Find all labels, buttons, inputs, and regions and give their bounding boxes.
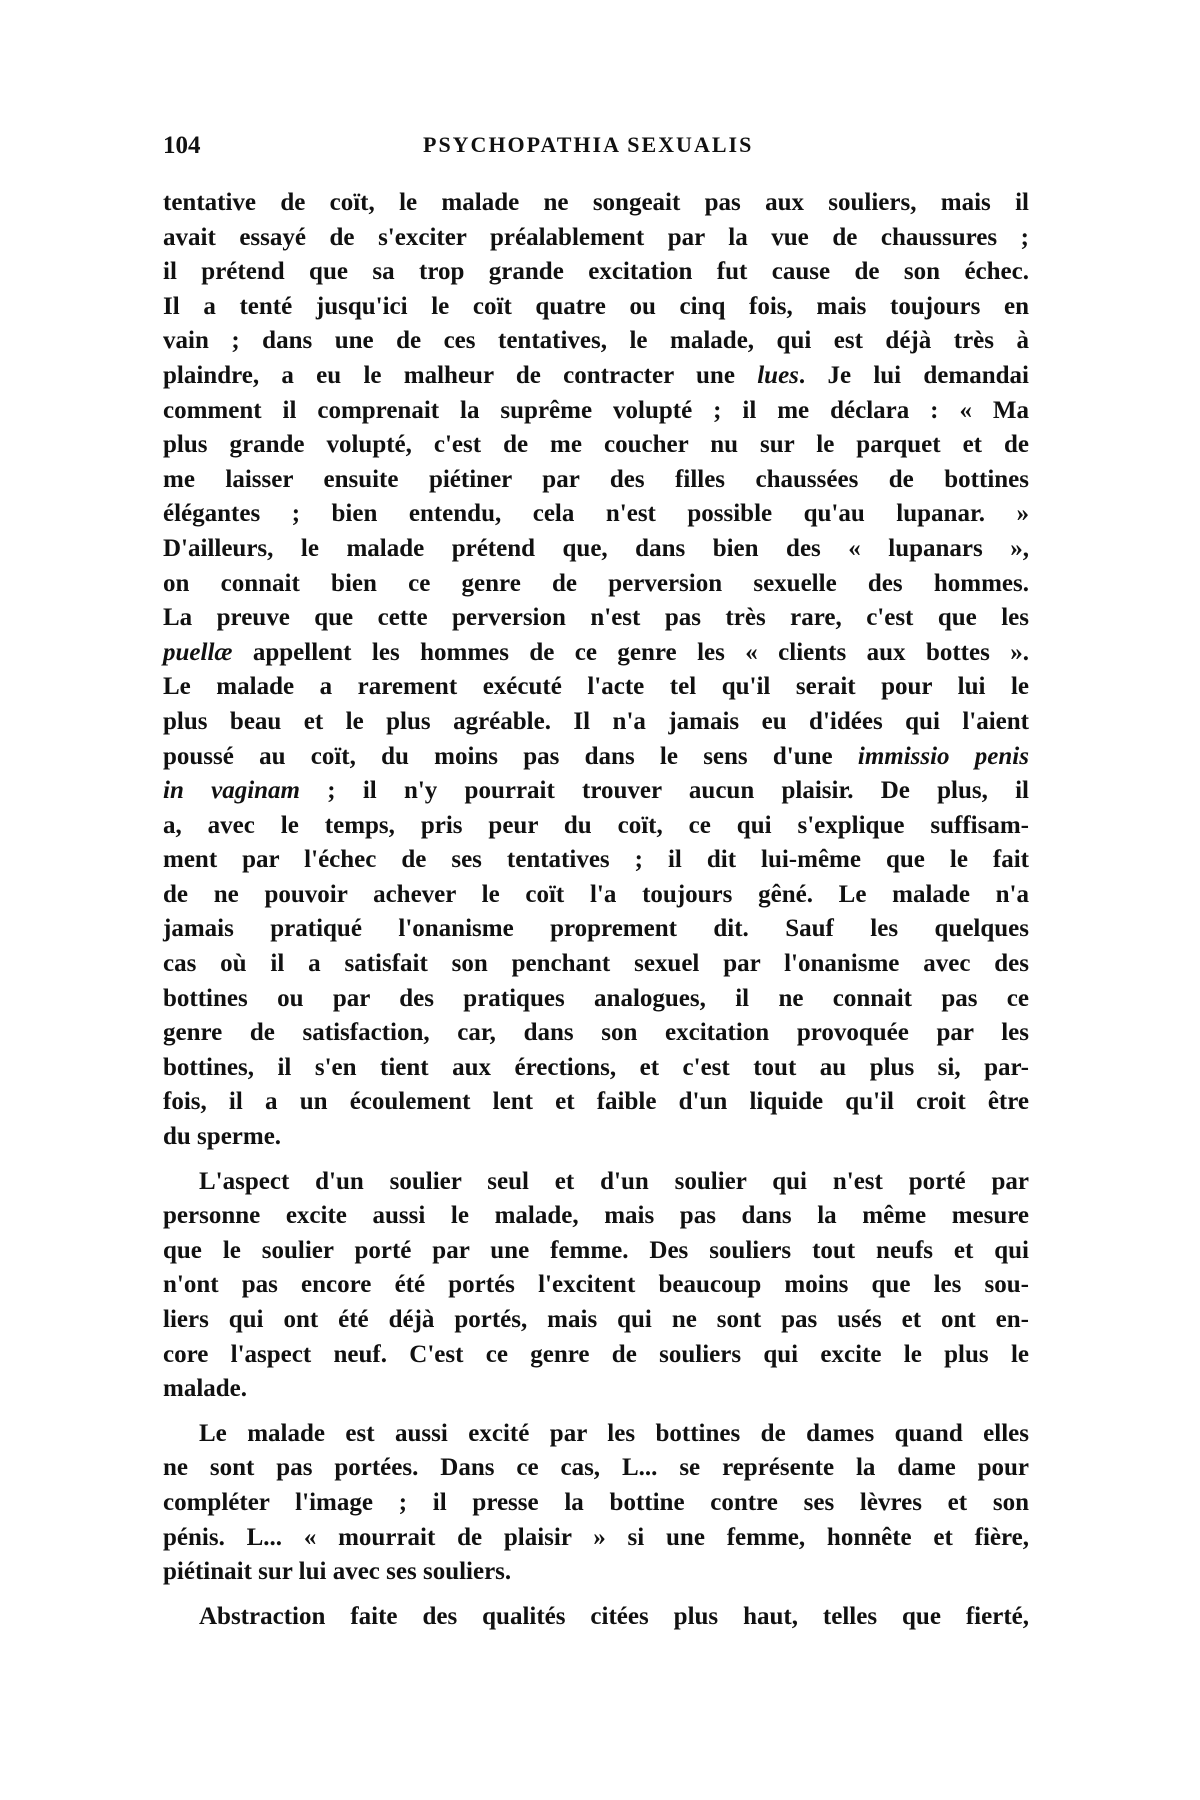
text-run: pénis. L... « mourrait de plaisir » si une femme, honnête et fière, bbox=[163, 1523, 1029, 1551]
text-line bbox=[163, 1199, 1029, 1234]
text-run: que le soulier porté par une femme. Des souliers tout neufs et qui bbox=[163, 1236, 1029, 1264]
paragraph-gap bbox=[163, 1590, 1029, 1600]
text-line bbox=[163, 740, 1029, 775]
text-line bbox=[163, 774, 1029, 809]
text-run: plus beau et le plus agréable. Il n'a jamais eu d'idées qui l'aient bbox=[163, 707, 1029, 735]
text-run: appellent les hommes de ce genre les « clients aux bottes ». bbox=[232, 638, 1029, 666]
text-run: liers qui ont été déjà portés, mais qui ne sont pas usés et ont en- bbox=[163, 1306, 1029, 1333]
text-run: on connait bien ce genre de perversion sexuelle des hommes. bbox=[163, 569, 1029, 597]
text-run: D'ailleurs, le malade prétend que, dans bien des « lupanars », bbox=[163, 534, 1029, 562]
text-run: ment par l'échec de ses tentatives ; il dit lui-même que le fait bbox=[163, 846, 1029, 874]
text-line bbox=[163, 532, 1029, 567]
paragraph bbox=[163, 1417, 1029, 1590]
text-line bbox=[163, 428, 1029, 463]
italic-run: immissio penis bbox=[857, 742, 1029, 770]
text-line bbox=[163, 1555, 1029, 1590]
text-line bbox=[163, 912, 1029, 947]
italic-run: puellæ bbox=[163, 638, 233, 666]
text-run: jamais pratiqué l'onanisme proprement dit. Sauf les quelques bbox=[163, 915, 1029, 943]
text-line bbox=[163, 221, 1029, 256]
text-line bbox=[163, 705, 1029, 740]
text-line bbox=[163, 1451, 1029, 1486]
text-run: Le malade est aussi excité par les bottines de dames quand elles bbox=[199, 1419, 1029, 1447]
paragraph bbox=[163, 186, 1029, 1155]
text-run: comment il comprenait la suprême volupté ; il me déclara : « Ma bbox=[163, 396, 1029, 424]
text-line bbox=[163, 601, 1029, 636]
text-run: plus grande volupté, c'est de me coucher nu sur le parquet et de bbox=[163, 431, 1029, 459]
text-run: . Je lui demandai bbox=[798, 361, 1029, 389]
italic-run: in vaginam bbox=[163, 777, 300, 805]
text-run: L'aspect d'un soulier seul et d'un soulier qui n'est porté par bbox=[199, 1167, 1029, 1195]
text-line bbox=[163, 186, 1029, 221]
text-run: n'ont pas encore été portés l'excitent beaucoup moins que les sou- bbox=[163, 1271, 1029, 1299]
text-run: personne excite aussi le malade, mais pas dans la même mesure bbox=[163, 1202, 1029, 1230]
running-title: PSYCHOPATHIA SEXUALIS bbox=[423, 132, 754, 157]
page-number: 104 bbox=[163, 132, 201, 159]
text-line bbox=[163, 809, 1029, 844]
text-run: La preuve que cette perversion n'est pas très rare, c'est que les bbox=[163, 604, 1029, 632]
text-line bbox=[163, 290, 1029, 325]
text-run: bottines ou par des pratiques analogues, il ne connait pas ce bbox=[163, 984, 1029, 1012]
text-line bbox=[163, 497, 1029, 532]
text-line bbox=[163, 1051, 1029, 1086]
text-line bbox=[163, 324, 1029, 359]
paragraph-gap bbox=[163, 1155, 1029, 1165]
text-run: cas où il a satisfait son penchant sexuel par l'onanisme avec des bbox=[163, 950, 1029, 978]
text-line bbox=[163, 1268, 1029, 1303]
text-run: élégantes ; bien entendu, cela n'est possible qu'au lupanar. » bbox=[163, 500, 1029, 528]
text-line bbox=[163, 1486, 1029, 1521]
text-line bbox=[163, 947, 1029, 982]
text-line bbox=[163, 843, 1029, 878]
text-line bbox=[163, 878, 1029, 913]
text-run: vain ; dans une de ces tentatives, le malade, qui est déjà très à bbox=[163, 327, 1029, 355]
text-run: genre de satisfaction, car, dans son excitation provoquée par les bbox=[163, 1019, 1029, 1047]
text-run: avait essayé de s'exciter préalablement par la vue de chaussures ; bbox=[163, 223, 1029, 251]
text-line bbox=[163, 1600, 1029, 1635]
text-line bbox=[163, 1521, 1029, 1556]
paragraph bbox=[163, 1165, 1029, 1407]
text-line bbox=[163, 982, 1029, 1017]
text-run: de ne pouvoir achever le coït l'a toujours gêné. Le malade n'a bbox=[163, 880, 1029, 908]
text-run: piétinait sur lui avec ses souliers. bbox=[163, 1558, 512, 1586]
text-run: compléter l'image ; il presse la bottine contre ses lèvres et son bbox=[163, 1488, 1029, 1516]
paragraph-gap bbox=[163, 1407, 1029, 1417]
text-line bbox=[163, 359, 1029, 394]
text-line bbox=[163, 1120, 1029, 1155]
text-run: ne sont pas portées. Dans ce cas, L... se représente la dame pour bbox=[163, 1454, 1029, 1482]
running-head bbox=[163, 132, 1031, 168]
text-run: ; il n'y pourrait trouver aucun plaisir. De plus, il bbox=[300, 777, 1029, 805]
text-run: malade. bbox=[163, 1375, 248, 1403]
text-line bbox=[163, 1165, 1029, 1200]
text-line bbox=[163, 255, 1029, 290]
text-run: Il a tenté jusqu'ici le coït quatre ou cinq fois, mais toujours en bbox=[163, 292, 1029, 320]
text-run: a, avec le temps, pris peur du coït, ce qui s'explique suffisam- bbox=[163, 811, 1029, 839]
italic-run: lues bbox=[757, 361, 799, 389]
text-line bbox=[163, 636, 1029, 671]
text-line bbox=[163, 1338, 1029, 1373]
text-run: core l'aspect neuf. C'est ce genre de souliers qui excite le plus le bbox=[163, 1340, 1029, 1368]
text-run: bottines, il s'en tient aux érections, et c'est tout au plus si, par- bbox=[163, 1053, 1029, 1081]
text-line bbox=[163, 1417, 1029, 1452]
text-run: tentative de coït, le malade ne songeait pas aux souliers, mais il bbox=[163, 189, 1029, 216]
text-run: poussé au coït, du moins pas dans le sens d'une bbox=[163, 742, 858, 770]
text-run: me laisser ensuite piétiner par des filles chaussées de bottines bbox=[163, 465, 1029, 493]
text-line bbox=[163, 567, 1029, 602]
text-run: Abstraction faite des qualités citées plus haut, telles que fierté, bbox=[199, 1602, 1029, 1630]
text-run: il prétend que sa trop grande excitation fut cause de son échec. bbox=[163, 258, 1029, 286]
text-run: du sperme. bbox=[163, 1123, 282, 1151]
text-run: plaindre, a eu le malheur de contracter une bbox=[163, 361, 758, 389]
text-line bbox=[163, 1372, 1029, 1407]
text-line bbox=[163, 1303, 1029, 1338]
text-line bbox=[163, 394, 1029, 429]
text-run: fois, il a un écoulement lent et faible d'un liquide qu'il croit être bbox=[163, 1088, 1029, 1116]
text-line bbox=[163, 1085, 1029, 1120]
paragraph bbox=[163, 1600, 1029, 1635]
text-line bbox=[163, 1016, 1029, 1051]
text-line bbox=[163, 463, 1029, 498]
text-line bbox=[163, 1234, 1029, 1269]
body-text bbox=[163, 186, 1029, 1634]
text-run: Le malade a rarement exécuté l'acte tel qu'il serait pour lui le bbox=[163, 673, 1029, 701]
text-line bbox=[163, 670, 1029, 705]
